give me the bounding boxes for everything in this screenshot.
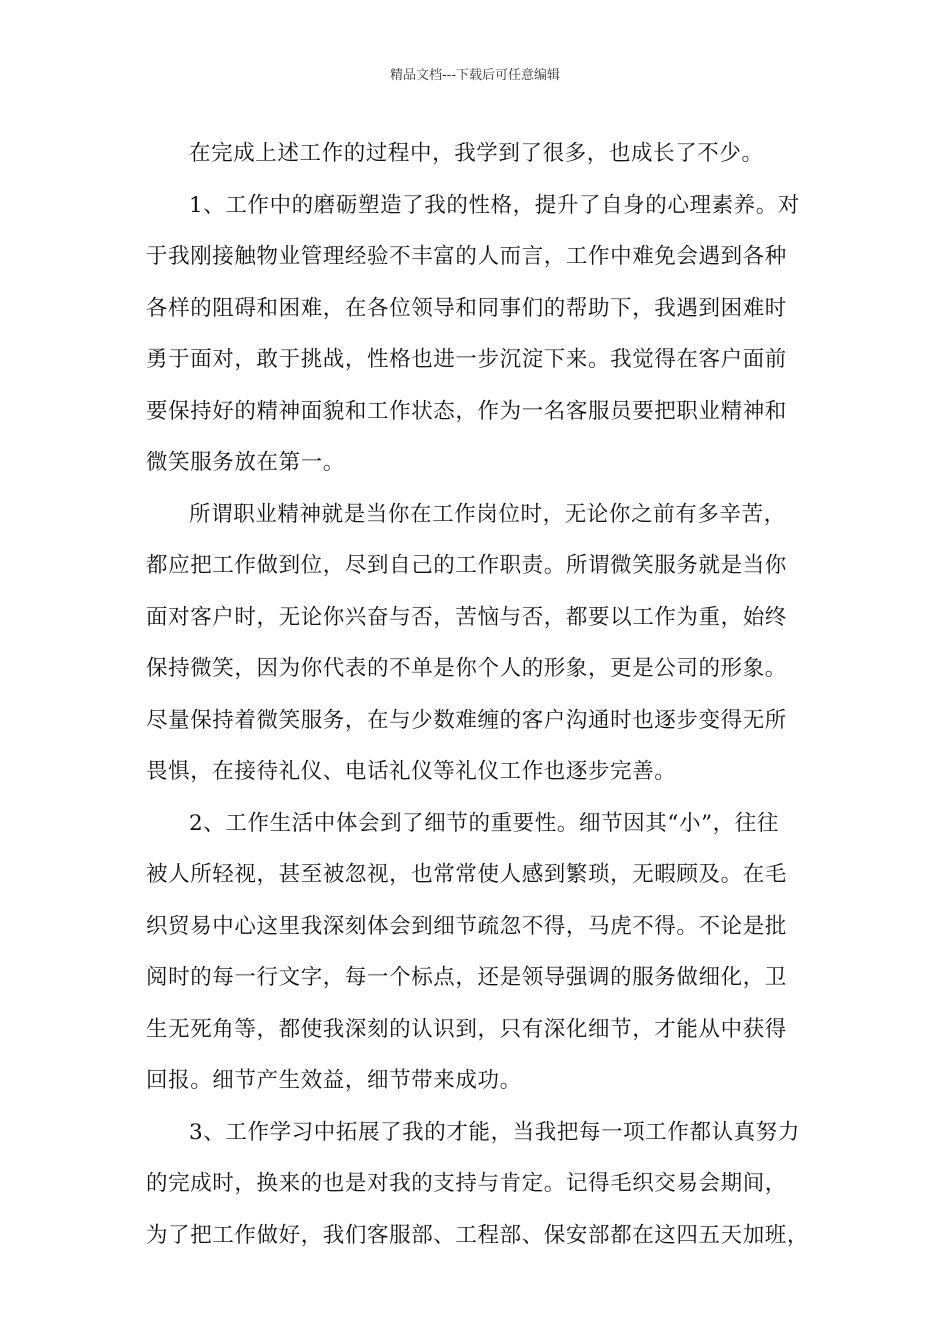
text-line: 为了把工作做好，我们客服部、工程部、保安部都在这四五天加班， <box>146 1222 810 1248</box>
text-line: 各样的阻碍和困难，在各位领导和同事们的帮助下，我遇到困难时 <box>146 295 787 321</box>
text-line: 保持微笑，因为你代表的不单是你个人的形象，更是公司的形象。 <box>146 656 787 681</box>
text-line: 3、工作学习中拓展了我的才能，当我把每一项工作都认真努力 <box>189 1119 800 1145</box>
text-line: 2、工作生活中体会到了细节的重要性。细节因其“小”，往往 <box>189 810 779 836</box>
document-body <box>146 128 831 1261</box>
text-line: 微笑服务放在第一。 <box>146 450 345 475</box>
text-line: 所谓职业精神就是当你在工作岗位时，无论你之前有多辛苦， <box>189 501 786 527</box>
text-line: 织贸易中心这里我深刻体会到细节疏忽不得，马虎不得。不论是批 <box>146 913 787 939</box>
text-line: 勇于面对，敢于挑战，性格也进一步沉淀下来。我觉得在客户面前 <box>146 347 787 372</box>
text-line: 尽量保持着微笑服务，在与少数难缠的客户沟通时也逐步变得无所 <box>146 707 787 733</box>
text-line: 在完成上述工作的过程中，我学到了很多，也成长了不少。 <box>189 141 764 166</box>
text-line: 生无死角等，都使我深刻的认识到，只有深化细节，才能从中获得 <box>146 1016 787 1042</box>
text-line: 被人所轻视，甚至被忽视，也常常使人感到繁琐，无暇顾及。在毛 <box>146 862 787 887</box>
text-line: 1、工作中的磨砺塑造了我的性格，提升了自身的心理素养。对 <box>189 192 800 218</box>
text-line: 的完成时，换来的也是对我的支持与肯定。记得毛织交易会期间， <box>146 1171 787 1196</box>
text-line: 回报。细节产生效益，细节带来成功。 <box>146 1068 522 1093</box>
text-line: 阅时的每一行文字，每一个标点，还是领导强调的服务做细化，卫 <box>146 965 787 990</box>
text-line: 都应把工作做到位，尽到自己的工作职责。所谓微笑服务就是当你 <box>146 553 787 578</box>
text-line: 于我刚接触物业管理经验不丰富的人而言，工作中难免会遇到各种 <box>146 244 787 269</box>
text-line: 畏惧，在接待礼仪、电话礼仪等礼仪工作也逐步完善。 <box>146 759 677 784</box>
text-line: 面对客户时，无论你兴奋与否，苦恼与否，都要以工作为重，始终 <box>146 604 787 630</box>
page-header: 精品文档---下载后可任意编辑 <box>389 68 561 83</box>
text-line: 要保持好的精神面貌和工作状态，作为一名客服员要把职业精神和 <box>146 398 787 424</box>
